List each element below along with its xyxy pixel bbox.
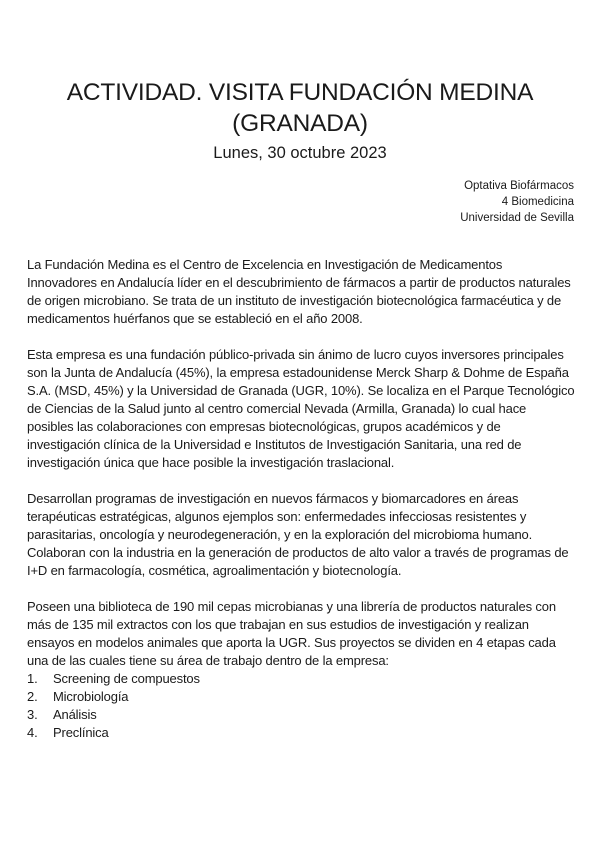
list-item-label: Preclínica (53, 725, 109, 740)
title-line-2: (GRANADA) (232, 110, 368, 137)
course-info (314, 178, 574, 226)
course-name: Optativa Biofármacos (464, 180, 574, 192)
list-item-number: 2. (27, 689, 38, 704)
list-item-label: Análisis (53, 707, 97, 722)
steps-list (27, 670, 575, 742)
document-title (40, 77, 560, 139)
document-date: Lunes, 30 octubre 2023 (213, 144, 387, 162)
list-item-number: 3. (27, 707, 38, 722)
list-item-number: 1. (27, 671, 38, 686)
list-item-number: 4. (27, 725, 38, 740)
list-item (27, 688, 575, 706)
list-item (27, 724, 575, 742)
university-name: Universidad de Sevilla (460, 212, 574, 224)
degree-name: 4 Biomedicina (501, 196, 574, 208)
title-line-1: ACTIVIDAD. VISITA FUNDACIÓN MEDINA (66, 79, 534, 106)
paragraph-intro: La Fundación Medina es el Centro de Excelencia en Investigación de Medicamentos Innovadores en Andalucía líder en el descubrimiento de fármacos a partir de productos naturales de origen microbiano. Se trata de un instituto de investigación biotecnológica farmacéutica y de medicamentos huérfanos que se estableció en el año 2008. (27, 257, 571, 326)
paragraph-library: Poseen una biblioteca de 190 mil cepas microbianas y una librería de productos naturales con más de 135 mil extractos con los que trabajan en sus estudios de investigación y realizan ensayos en modelos animales que aporta la UGR. Sus proyectos se dividen en 4 etapas cada una de las cuales tiene su área de trabajo dentro de la empresa: (27, 599, 556, 668)
list-item (27, 706, 575, 724)
paragraph-investors: Esta empresa es una fundación público-privada sin ánimo de lucro cuyos inversores principales son la Junta de Andalucía (45%), la empresa estadounidense Merck Sharp & Dohme de España S.A. (MSD, 45%) y la Universidad de Granada (UGR, 10%). Se localiza en el Parque Tecnológico de Ciencias de la Salud junto al centro comercial Nevada (Armilla, Granada) lo cual hace posibles las colaboraciones con empresas biotecnológicas, grupos académicos y de investigación clínica de la Universidad e Institutos de Investigación Sanitaria, una red de investigación única que hace posible la investigación traslacional. (27, 347, 575, 470)
list-item (27, 670, 575, 688)
list-item-label: Microbiología (53, 689, 129, 704)
document-body (27, 256, 575, 742)
paragraph-programs: Desarrollan programas de investigación en nuevos fármacos y biomarcadores en áreas terapéuticas estratégicas, algunos ejemplos son: enfermedades infecciosas resistentes y parasitarias, oncología y neurodegeneración, y en la exploración del microbioma humano. Colaboran con la industria en la generación de productos de alto valor a través de programas de I+D en farmacología, cosmética, agroalimentación y biotecnología. (27, 491, 569, 578)
list-item-label: Screening de compuestos (53, 671, 200, 686)
